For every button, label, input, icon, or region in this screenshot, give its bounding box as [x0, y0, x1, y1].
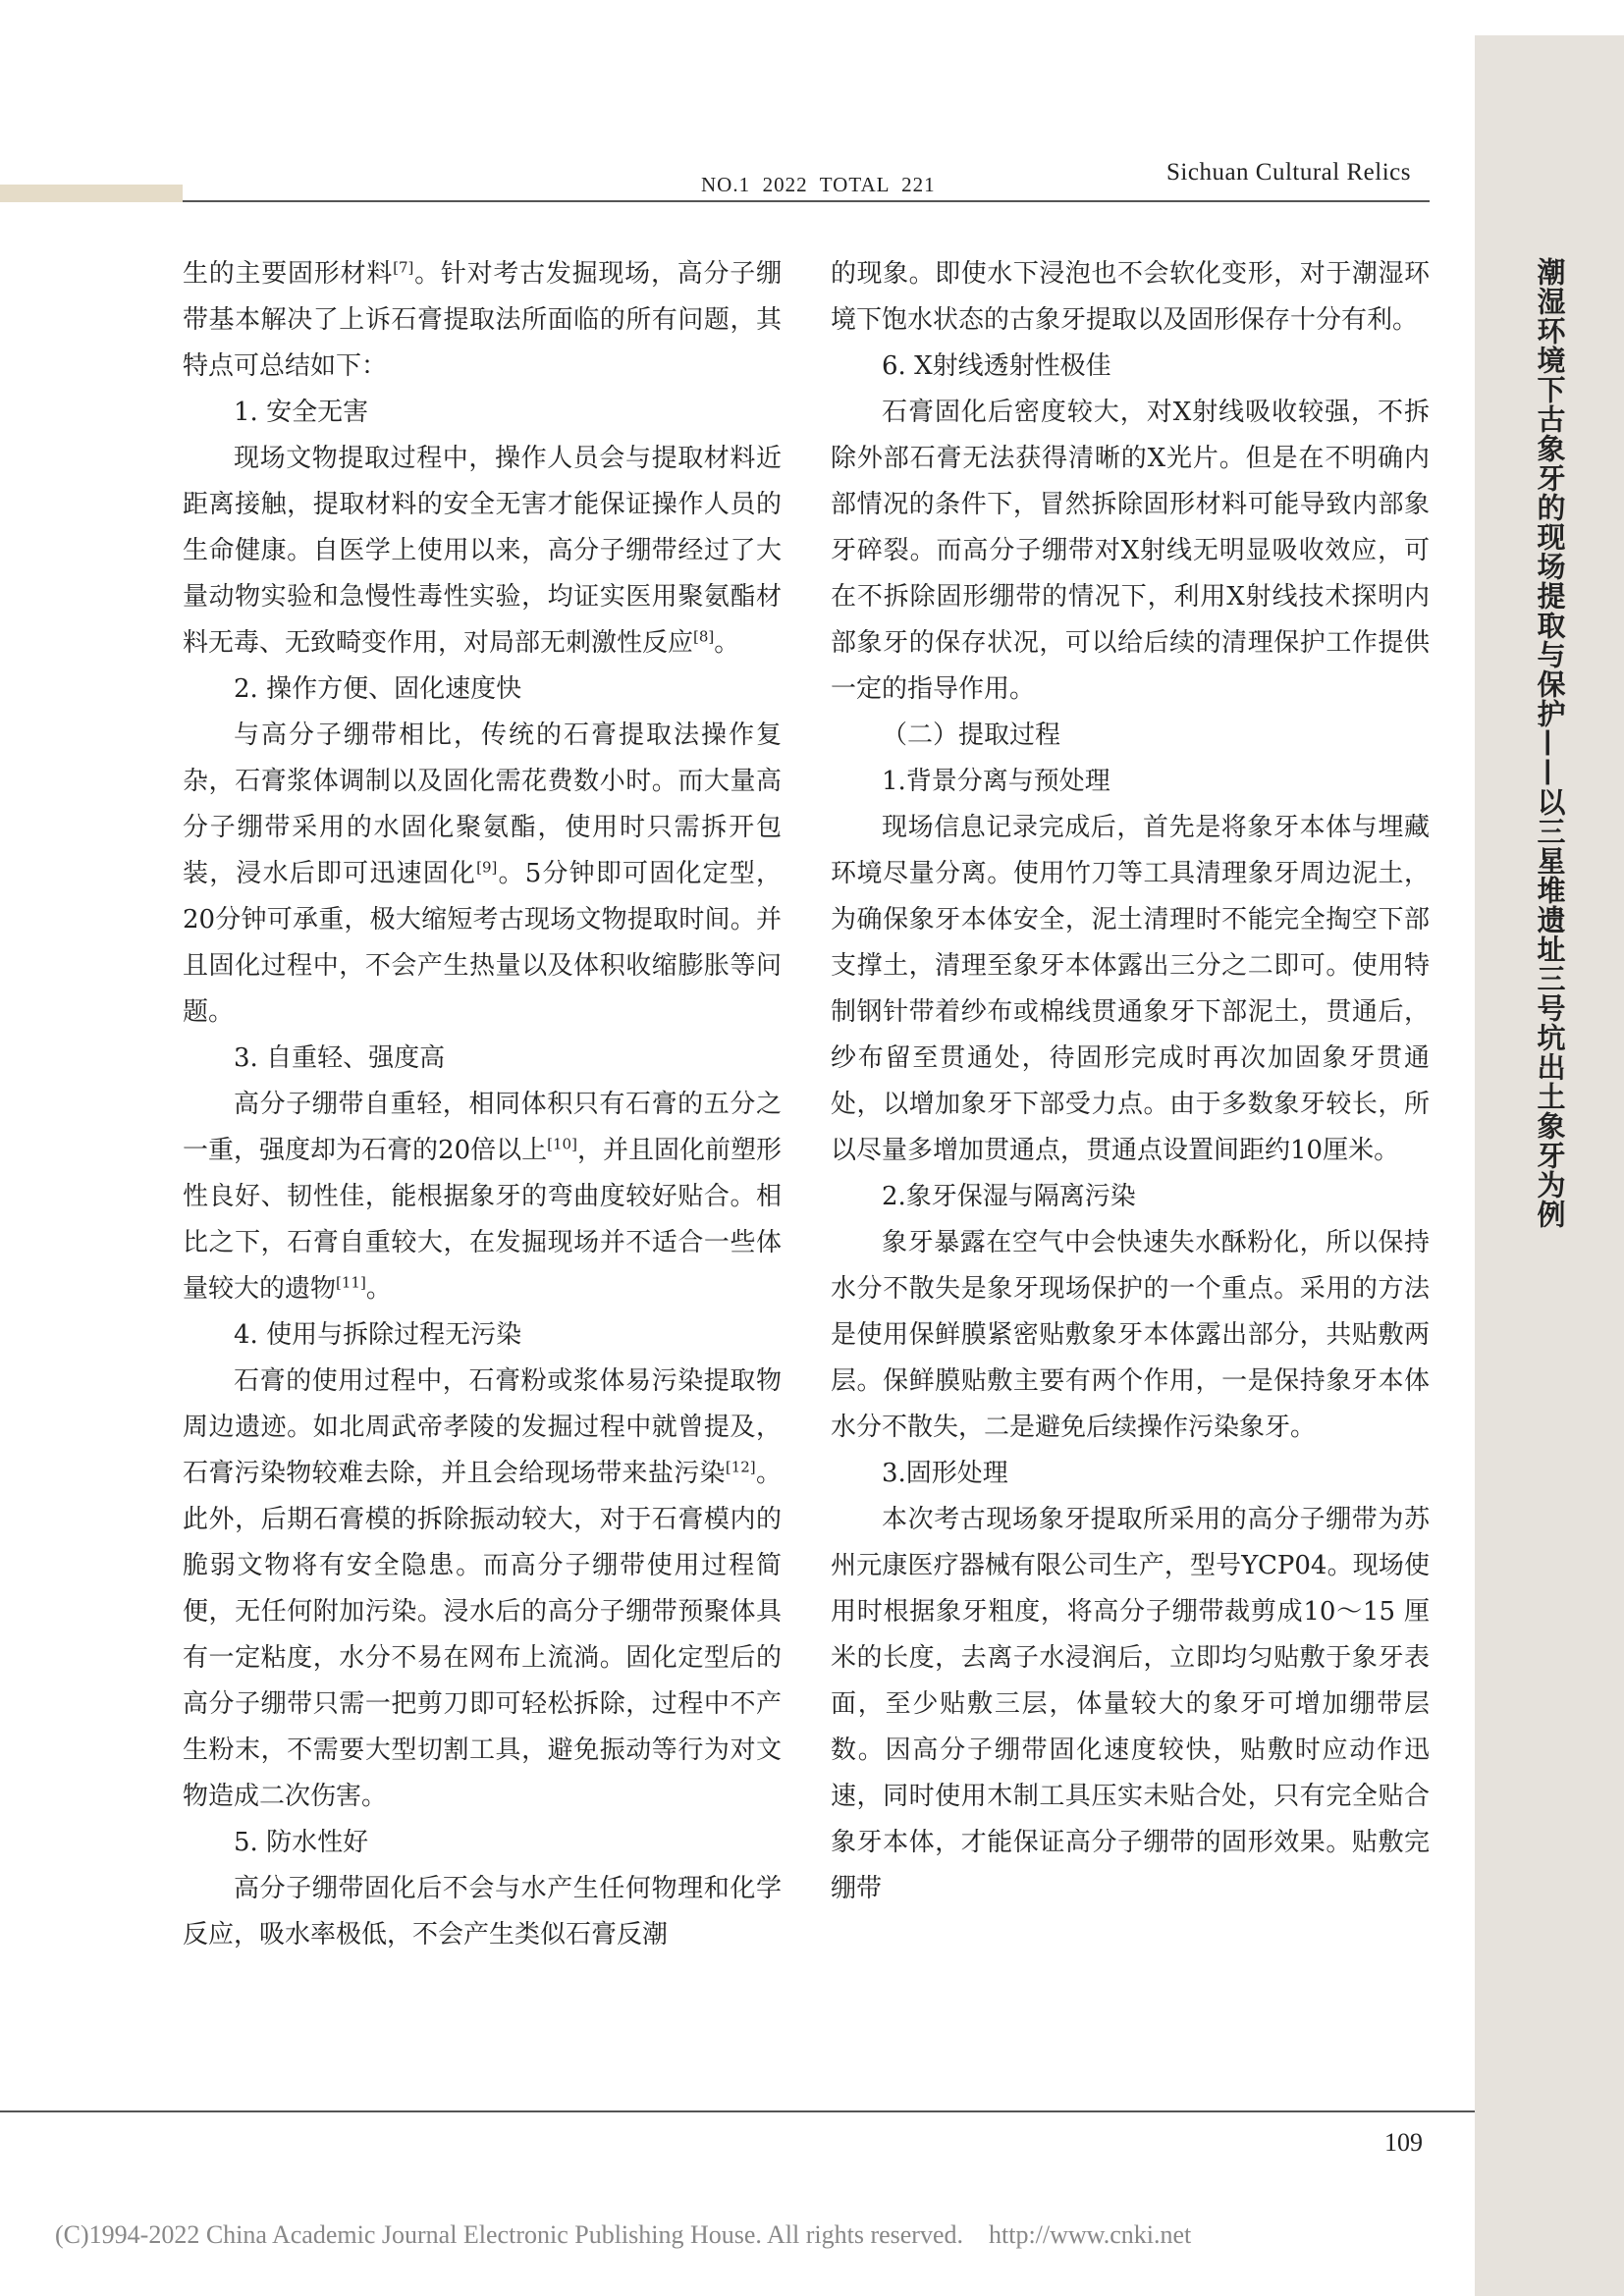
journal-name: Sichuan Cultural Relics: [1166, 159, 1411, 186]
footer-rule: [0, 2110, 1475, 2112]
text-run: 6. X射线透射性极佳: [882, 351, 1111, 381]
section-heading: [831, 713, 1430, 759]
text-run: 1.背景分离与预处理: [882, 767, 1110, 796]
text-run: 石膏固化后密度较大，对X射线吸收较强，不拆除外部石膏无法获得清晰的X光片。但是在不明确内部情况的条件下，冒然拆除固形材料可能导致内部象牙碎裂。而高分子绷带对X射线无明显吸收效应，可在不拆除固形绷带的情况下，利用X射线技术探明内部象牙的保存状况，可以给后续的清理保护工作提供一定的指导作用。: [831, 398, 1430, 704]
section-heading: [183, 1312, 782, 1359]
header-accent-bar: [0, 185, 183, 202]
section-heading: [183, 1820, 782, 1866]
text-run: 2. 操作方便、固化速度快: [234, 674, 522, 704]
text-run: 。5分钟即可固化定型，20分钟可承重，极大缩短考古现场文物提取时间。并且固化过程中，不会产生热量以及体积收缩膨胀等问题。: [183, 859, 782, 1027]
citation-ref: [9]: [476, 858, 498, 877]
paragraph: [183, 1359, 782, 1820]
text-run: 。此外，后期石膏模的拆除振动较大，对于石膏模内的脆弱文物将有安全隐患。而高分子绷带使用过程简便，无任何附加污染。浸水后的高分子绷带预聚体具有一定粘度，水分不易在网布上流淌。固化定型后的高分子绷带只需一把剪刀即可轻松拆除，过程中不产生粉末，不需要大型切割工具，避免振动等行为对文物造成二次伤害。: [183, 1459, 782, 1811]
text-run: 高分子绷带自重轻，相同体积只有石膏的五分之一重，强度却为石膏的20倍以上: [183, 1090, 782, 1165]
right-column: [831, 251, 1430, 1912]
citation-ref: [7]: [393, 258, 414, 277]
text-run: 现场信息记录完成后，首先是将象牙本体与埋藏环境尽量分离。使用竹刀等工具清理象牙周边泥土，为确保象牙本体安全，泥土清理时不能完全掏空下部支撑土，清理至象牙本体露出三分之二即可。使用特制钢针带着纱布或棉线贯通象牙下部泥土，贯通后，纱布留至贯通处，待固形完成时再次加固象牙贯通处，以增加象牙下部受力点。由于多数象牙较长，所以尽量多增加贯通点，贯通点设置间距约10厘米。: [831, 813, 1430, 1165]
paragraph: [831, 1220, 1430, 1451]
citation-ref: [10]: [547, 1135, 577, 1153]
text-run: 2.象牙保湿与隔离污染: [882, 1182, 1136, 1211]
text-run: 5. 防水性好: [234, 1828, 369, 1857]
text-run: 石膏的使用过程中，石膏粉或浆体易污染提取物周边遗迹。如北周武帝孝陵的发掘过程中就曾提及，石膏污染物较难去除，并且会给现场带来盐污染: [183, 1366, 782, 1488]
citation-ref: [8]: [693, 627, 715, 646]
text-run: 的现象。即使水下浸泡也不会软化变形，对于潮湿环境下饱水状态的古象牙提取以及固形保存十分有利。: [831, 259, 1430, 335]
section-heading: [183, 667, 782, 713]
citation-ref: [11]: [336, 1273, 366, 1292]
paragraph: [183, 1866, 782, 1958]
paragraph: [183, 251, 782, 390]
page-number: 109: [1384, 2128, 1423, 2157]
text-run: 。针对考古发掘现场，高分子绷带基本解决了上诉石膏提取法所面临的所有问题，其特点可总结如下：: [183, 259, 782, 381]
text-run: 。: [365, 1274, 392, 1304]
left-column: [183, 251, 782, 1958]
paragraph: [183, 436, 782, 667]
section-heading: [831, 1174, 1430, 1220]
paragraph: [831, 1497, 1430, 1912]
text-run: 象牙暴露在空气中会快速失水酥粉化，所以保持水分不散失是象牙现场保护的一个重点。采用的方法是使用保鲜膜紧密贴敷象牙本体露出部分，共贴敷两层。保鲜膜贴敷主要有两个作用，一是保持象牙本体水分不散失，二是避免后续操作污染象牙。: [831, 1228, 1430, 1442]
text-run: 生的主要固形材料: [183, 259, 394, 289]
text-run: 与高分子绷带相比，传统的石膏提取法操作复杂，石膏浆体调制以及固化需花费数小时。而大量高分子绷带采用的水固化聚氨酯，使用时只需拆开包装，浸水后即可迅速固化: [183, 721, 782, 888]
issue-info: NO.1 2022 TOTAL 221: [701, 173, 936, 196]
text-run: 4. 使用与拆除过程无污染: [234, 1320, 522, 1350]
side-title-text: 潮湿环境下古象牙的现场提取与保护——以三星堆遗址三号坑出土象牙为例: [1533, 257, 1567, 1229]
text-run: 。: [714, 628, 740, 658]
section-heading: [831, 1451, 1430, 1497]
paragraph: [831, 251, 1430, 344]
section-heading: [831, 759, 1430, 805]
section-heading: [183, 390, 782, 436]
citation-ref: [12]: [725, 1458, 756, 1476]
text-run: 本次考古现场象牙提取所采用的高分子绷带为苏州元康医疗器械有限公司生产，型号YCP04。现场使用时根据象牙粗度，将高分子绷带裁剪成10～15 厘米的长度，去离子水浸润后，立即均匀贴敷于象牙表面，至少贴敷三层，体量较大的象牙可增加绷带层数。因高分子绷带固化速度较快，贴敷时应动作迅速，同时使用木制工具压实未贴合处，只有完全贴合象牙本体，才能保证高分子绷带的固形效果。贴敷完绷带: [831, 1505, 1430, 1903]
text-run: ，并且固化前塑形性良好、韧性佳，能根据象牙的弯曲度较好贴合。相比之下，石膏自重较大，在发掘现场并不适合一些体量较大的遗物: [183, 1136, 782, 1304]
text-run: 高分子绷带固化后不会与水产生任何物理和化学反应，吸水率极低，不会产生类似石膏反潮: [183, 1874, 782, 1949]
running-title-vertical: [1475, 257, 1624, 1239]
text-run: 3.固形处理: [882, 1459, 1008, 1488]
paragraph: [183, 713, 782, 1036]
paragraph: [183, 1082, 782, 1312]
section-heading: [831, 344, 1430, 390]
section-heading: [183, 1036, 782, 1082]
text-run: 1. 安全无害: [234, 398, 369, 427]
text-run: 3. 自重轻、强度高: [234, 1043, 446, 1073]
text-run: （二）提取过程: [882, 721, 1061, 750]
paragraph: [831, 805, 1430, 1174]
header-rule: [183, 200, 1430, 202]
paragraph: [831, 390, 1430, 713]
copyright-notice: (C)1994-2022 China Academic Journal Electronic Publishing House. All rights reserved. http://www.cnki.net: [55, 2220, 1192, 2249]
text-run: 现场文物提取过程中，操作人员会与提取材料近距离接触，提取材料的安全无害才能保证操作人员的生命健康。自医学上使用以来，高分子绷带经过了大量动物实验和急慢性毒性实验，均证实医用聚氨酯材料无毒、无致畸变作用，对局部无刺激性反应: [183, 444, 782, 658]
